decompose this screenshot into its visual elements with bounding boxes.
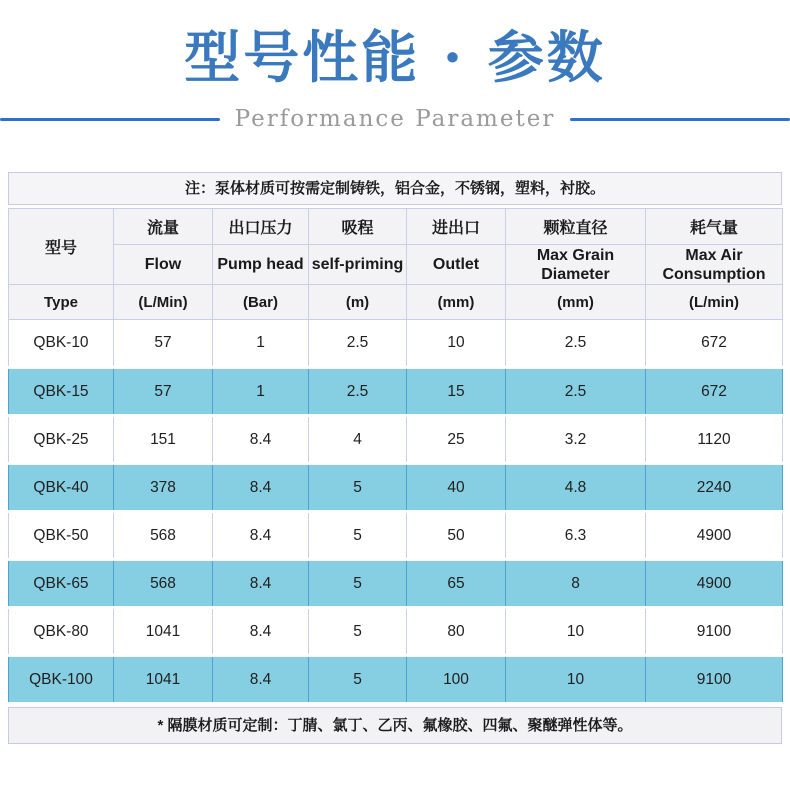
value-cell: 50: [407, 512, 506, 560]
model-cell: QBK-50: [9, 512, 114, 560]
col-header-outlet-cn: 进出口: [407, 209, 506, 245]
value-cell: 151: [114, 416, 213, 464]
table-row: [9, 320, 783, 368]
value-cell: 40: [407, 464, 506, 512]
value-cell: 8: [506, 560, 646, 608]
value-cell: 5: [309, 608, 407, 656]
col-header-grain-cn: 颗粒直径: [506, 209, 646, 245]
value-cell: 8.4: [213, 608, 309, 656]
value-cell: 1120: [646, 416, 783, 464]
col-header-outlet-en: Outlet: [407, 245, 506, 285]
spec-table-section: [8, 172, 782, 744]
col-header-air-cn: 耗气量: [646, 209, 783, 245]
value-cell: 2.5: [309, 320, 407, 368]
spec-table-body: [9, 320, 783, 704]
value-cell: 57: [114, 320, 213, 368]
col-header-priming-cn: 吸程: [309, 209, 407, 245]
value-cell: 568: [114, 560, 213, 608]
col-unit-air: (L/min): [646, 285, 783, 320]
value-cell: 100: [407, 656, 506, 704]
model-cell: QBK-10: [9, 320, 114, 368]
value-cell: 8.4: [213, 464, 309, 512]
col-header-type: Type: [9, 285, 114, 320]
value-cell: 25: [407, 416, 506, 464]
value-cell: 8.4: [213, 560, 309, 608]
table-row: [9, 608, 783, 656]
value-cell: 8.4: [213, 416, 309, 464]
value-cell: 4900: [646, 512, 783, 560]
value-cell: 672: [646, 320, 783, 368]
value-cell: 568: [114, 512, 213, 560]
value-cell: 9100: [646, 656, 783, 704]
value-cell: 5: [309, 464, 407, 512]
model-cell: QBK-40: [9, 464, 114, 512]
col-header-pressure-en: Pump head: [213, 245, 309, 285]
col-unit-pressure: (Bar): [213, 285, 309, 320]
model-cell: QBK-15: [9, 368, 114, 416]
value-cell: 80: [407, 608, 506, 656]
subtitle-right-line: [570, 118, 790, 121]
model-cell: QBK-80: [9, 608, 114, 656]
value-cell: 5: [309, 656, 407, 704]
value-cell: 8.4: [213, 512, 309, 560]
header-row-units: [9, 285, 783, 320]
col-unit-priming: (m): [309, 285, 407, 320]
value-cell: 10: [407, 320, 506, 368]
value-cell: 65: [407, 560, 506, 608]
table-row: [9, 512, 783, 560]
page-subtitle: Performance Parameter: [234, 106, 556, 132]
value-cell: 5: [309, 560, 407, 608]
col-header-grain-en: Max Grain Diameter: [506, 245, 646, 285]
col-unit-flow: (L/Min): [114, 285, 213, 320]
col-unit-outlet: (mm): [407, 285, 506, 320]
spec-table: [8, 208, 783, 705]
model-cell: QBK-100: [9, 656, 114, 704]
value-cell: 1041: [114, 656, 213, 704]
value-cell: 4: [309, 416, 407, 464]
value-cell: 3.2: [506, 416, 646, 464]
col-header-model: 型号: [9, 209, 114, 285]
header-row-cn: [9, 209, 783, 245]
value-cell: 4.8: [506, 464, 646, 512]
value-cell: 10: [506, 608, 646, 656]
col-unit-grain: (mm): [506, 285, 646, 320]
value-cell: 10: [506, 656, 646, 704]
value-cell: 672: [646, 368, 783, 416]
spec-table-head: [9, 209, 783, 320]
value-cell: 6.3: [506, 512, 646, 560]
value-cell: 2.5: [506, 368, 646, 416]
header-row-en: [9, 245, 783, 285]
value-cell: 1041: [114, 608, 213, 656]
value-cell: 1: [213, 320, 309, 368]
value-cell: 1: [213, 368, 309, 416]
subtitle-left-line: [0, 118, 220, 121]
table-row: [9, 656, 783, 704]
col-header-air-en: Max Air Consumption: [646, 245, 783, 285]
table-row: [9, 560, 783, 608]
value-cell: 2.5: [506, 320, 646, 368]
model-cell: QBK-65: [9, 560, 114, 608]
value-cell: 15: [407, 368, 506, 416]
value-cell: 9100: [646, 608, 783, 656]
subtitle-row: [0, 106, 790, 132]
table-row: [9, 416, 783, 464]
diaphragm-note: * 隔膜材质可定制：丁腈、氯丁、乙丙、氟橡胶、四氟、聚醚弹性体等。: [8, 707, 782, 744]
table-row: [9, 464, 783, 512]
model-cell: QBK-25: [9, 416, 114, 464]
col-header-priming-en: self-priming: [309, 245, 407, 285]
value-cell: 5: [309, 512, 407, 560]
col-header-flow-cn: 流量: [114, 209, 213, 245]
value-cell: 57: [114, 368, 213, 416]
col-header-pressure-cn: 出口压力: [213, 209, 309, 245]
material-note: 注：泵体材质可按需定制铸铁，铝合金，不锈钢，塑料，衬胶。: [8, 172, 782, 205]
value-cell: 4900: [646, 560, 783, 608]
value-cell: 2240: [646, 464, 783, 512]
table-row: [9, 368, 783, 416]
page-title: 型号性能 · 参数: [184, 25, 606, 91]
value-cell: 2.5: [309, 368, 407, 416]
value-cell: 378: [114, 464, 213, 512]
value-cell: 8.4: [213, 656, 309, 704]
col-header-flow-en: Flow: [114, 245, 213, 285]
